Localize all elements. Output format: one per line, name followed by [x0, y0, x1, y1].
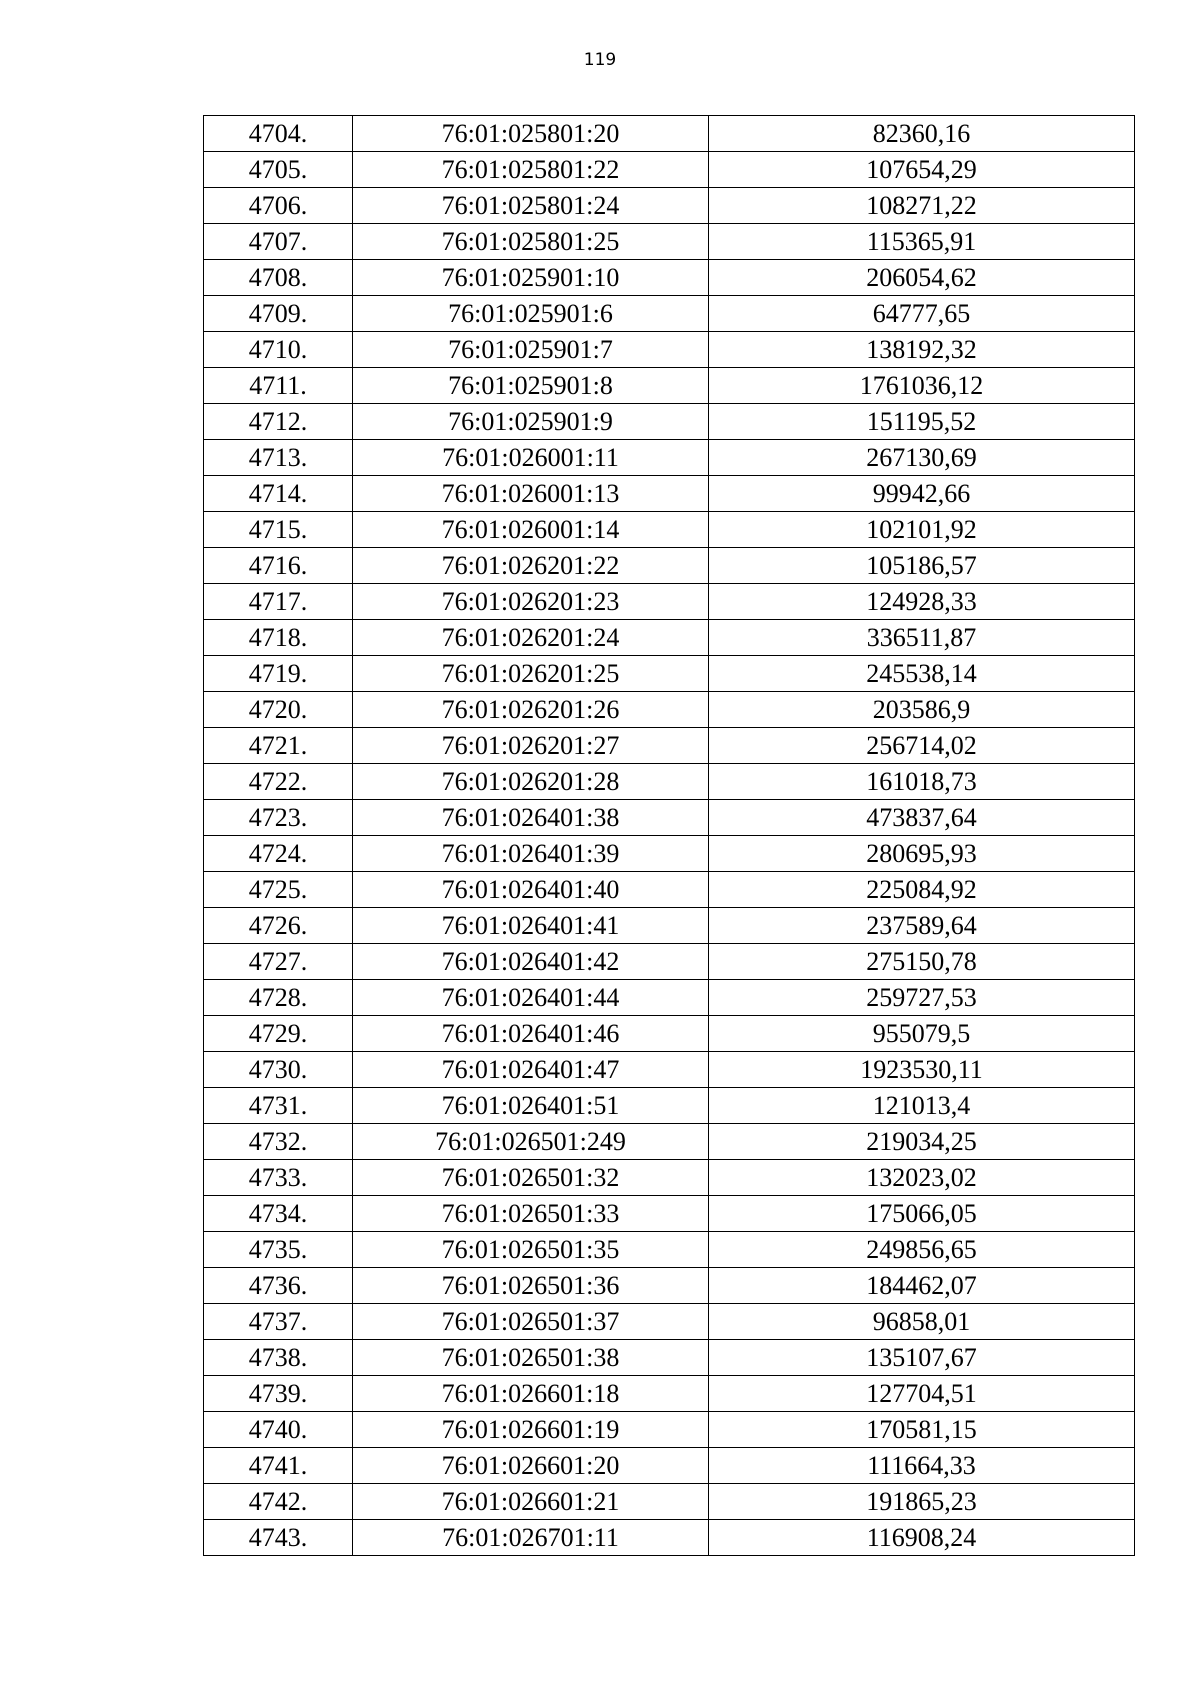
cadastral-number-cell: 76:01:026201:22 [353, 548, 709, 584]
table-row [204, 1232, 1135, 1268]
cadastral-number-cell: 76:01:026401:38 [353, 800, 709, 836]
row-number-cell: 4705. [204, 152, 353, 188]
row-number-cell: 4725. [204, 872, 353, 908]
row-number-cell: 4741. [204, 1448, 353, 1484]
table-row [204, 980, 1135, 1016]
row-number-cell: 4712. [204, 404, 353, 440]
table-row [204, 872, 1135, 908]
row-number-cell: 4707. [204, 224, 353, 260]
table-row [204, 1196, 1135, 1232]
row-number-cell: 4742. [204, 1484, 353, 1520]
value-cell: 249856,65 [709, 1232, 1135, 1268]
table-row [204, 944, 1135, 980]
table-row [204, 440, 1135, 476]
table-row [204, 620, 1135, 656]
cadastral-number-cell: 76:01:026401:44 [353, 980, 709, 1016]
cadastral-number-cell: 76:01:026401:41 [353, 908, 709, 944]
row-number-cell: 4727. [204, 944, 353, 980]
row-number-cell: 4721. [204, 728, 353, 764]
cadastral-number-cell: 76:01:026501:36 [353, 1268, 709, 1304]
row-number-cell: 4706. [204, 188, 353, 224]
cadastral-number-cell: 76:01:025901:10 [353, 260, 709, 296]
table-row [204, 1124, 1135, 1160]
value-cell: 256714,02 [709, 728, 1135, 764]
row-number-cell: 4736. [204, 1268, 353, 1304]
cadastral-number-cell: 76:01:025801:22 [353, 152, 709, 188]
value-cell: 151195,52 [709, 404, 1135, 440]
table-row [204, 656, 1135, 692]
cadastral-number-cell: 76:01:026401:40 [353, 872, 709, 908]
value-cell: 135107,67 [709, 1340, 1135, 1376]
value-cell: 245538,14 [709, 656, 1135, 692]
value-cell: 132023,02 [709, 1160, 1135, 1196]
value-cell: 267130,69 [709, 440, 1135, 476]
row-number-cell: 4711. [204, 368, 353, 404]
value-cell: 955079,5 [709, 1016, 1135, 1052]
table-row [204, 1016, 1135, 1052]
value-cell: 138192,32 [709, 332, 1135, 368]
value-cell: 237589,64 [709, 908, 1135, 944]
table-row [204, 1304, 1135, 1340]
value-cell: 124928,33 [709, 584, 1135, 620]
cadastral-number-cell: 76:01:026201:27 [353, 728, 709, 764]
table-row [204, 1376, 1135, 1412]
cadastral-number-cell: 76:01:026501:37 [353, 1304, 709, 1340]
row-number-cell: 4729. [204, 1016, 353, 1052]
table-row [204, 728, 1135, 764]
table-row [204, 548, 1135, 584]
row-number-cell: 4739. [204, 1376, 353, 1412]
value-cell: 336511,87 [709, 620, 1135, 656]
cadastral-number-cell: 76:01:026401:42 [353, 944, 709, 980]
cadastral-number-cell: 76:01:025901:9 [353, 404, 709, 440]
value-cell: 219034,25 [709, 1124, 1135, 1160]
value-cell: 107654,29 [709, 152, 1135, 188]
row-number-cell: 4743. [204, 1520, 353, 1556]
cadastral-number-cell: 76:01:026501:249 [353, 1124, 709, 1160]
value-cell: 473837,64 [709, 800, 1135, 836]
table-row [204, 764, 1135, 800]
table-row [204, 1052, 1135, 1088]
page-number: 119 [583, 50, 617, 70]
value-cell: 108271,22 [709, 188, 1135, 224]
row-number-cell: 4722. [204, 764, 353, 800]
table-row [204, 908, 1135, 944]
cadastral-number-cell: 76:01:026501:32 [353, 1160, 709, 1196]
row-number-cell: 4737. [204, 1304, 353, 1340]
table-row [204, 692, 1135, 728]
value-cell: 206054,62 [709, 260, 1135, 296]
row-number-cell: 4713. [204, 440, 353, 476]
value-cell: 275150,78 [709, 944, 1135, 980]
cadastral-number-cell: 76:01:026001:11 [353, 440, 709, 476]
value-cell: 82360,16 [709, 116, 1135, 152]
value-cell: 161018,73 [709, 764, 1135, 800]
row-number-cell: 4704. [204, 116, 353, 152]
cadastral-number-cell: 76:01:026201:26 [353, 692, 709, 728]
table-row [204, 836, 1135, 872]
cadastral-number-cell: 76:01:026501:33 [353, 1196, 709, 1232]
table-row [204, 152, 1135, 188]
value-cell: 116908,24 [709, 1520, 1135, 1556]
cadastral-number-cell: 76:01:026601:18 [353, 1376, 709, 1412]
value-cell: 96858,01 [709, 1304, 1135, 1340]
row-number-cell: 4738. [204, 1340, 353, 1376]
row-number-cell: 4708. [204, 260, 353, 296]
table-row [204, 1268, 1135, 1304]
table-row [204, 476, 1135, 512]
row-number-cell: 4717. [204, 584, 353, 620]
row-number-cell: 4709. [204, 296, 353, 332]
value-cell: 1761036,12 [709, 368, 1135, 404]
row-number-cell: 4732. [204, 1124, 353, 1160]
cadastral-number-cell: 76:01:026201:23 [353, 584, 709, 620]
cadastral-number-cell: 76:01:026601:20 [353, 1448, 709, 1484]
cadastral-number-cell: 76:01:026501:35 [353, 1232, 709, 1268]
cadastral-number-cell: 76:01:026401:39 [353, 836, 709, 872]
table-row [204, 1412, 1135, 1448]
table-row [204, 1088, 1135, 1124]
row-number-cell: 4735. [204, 1232, 353, 1268]
row-number-cell: 4726. [204, 908, 353, 944]
value-cell: 115365,91 [709, 224, 1135, 260]
cadastral-number-cell: 76:01:025901:6 [353, 296, 709, 332]
value-cell: 170581,15 [709, 1412, 1135, 1448]
table-row [204, 1448, 1135, 1484]
cadastral-number-cell: 76:01:026201:28 [353, 764, 709, 800]
row-number-cell: 4716. [204, 548, 353, 584]
value-cell: 102101,92 [709, 512, 1135, 548]
cadastral-number-cell: 76:01:026201:24 [353, 620, 709, 656]
table-row [204, 368, 1135, 404]
cadastral-number-cell: 76:01:025801:25 [353, 224, 709, 260]
row-number-cell: 4731. [204, 1088, 353, 1124]
cadastral-number-cell: 76:01:026401:51 [353, 1088, 709, 1124]
value-cell: 121013,4 [709, 1088, 1135, 1124]
row-number-cell: 4710. [204, 332, 353, 368]
cadastral-number-cell: 76:01:025901:8 [353, 368, 709, 404]
row-number-cell: 4714. [204, 476, 353, 512]
value-cell: 259727,53 [709, 980, 1135, 1016]
value-cell: 99942,66 [709, 476, 1135, 512]
table-row [204, 404, 1135, 440]
row-number-cell: 4723. [204, 800, 353, 836]
cadastral-number-cell: 76:01:026001:13 [353, 476, 709, 512]
row-number-cell: 4734. [204, 1196, 353, 1232]
row-number-cell: 4733. [204, 1160, 353, 1196]
table-row [204, 188, 1135, 224]
cadastral-number-cell: 76:01:025901:7 [353, 332, 709, 368]
table-row [204, 296, 1135, 332]
table-row [204, 260, 1135, 296]
cadastral-number-cell: 76:01:026601:19 [353, 1412, 709, 1448]
table-row [204, 512, 1135, 548]
table-row [204, 1520, 1135, 1556]
cadastral-number-cell: 76:01:026401:47 [353, 1052, 709, 1088]
value-cell: 191865,23 [709, 1484, 1135, 1520]
cadastral-number-cell: 76:01:026601:21 [353, 1484, 709, 1520]
value-cell: 175066,05 [709, 1196, 1135, 1232]
table-row [204, 116, 1135, 152]
table-row [204, 332, 1135, 368]
cadastral-number-cell: 76:01:026701:11 [353, 1520, 709, 1556]
value-cell: 280695,93 [709, 836, 1135, 872]
cadastral-number-cell: 76:01:025801:20 [353, 116, 709, 152]
cadastral-number-cell: 76:01:026201:25 [353, 656, 709, 692]
cadastral-number-cell: 76:01:025801:24 [353, 188, 709, 224]
value-cell: 184462,07 [709, 1268, 1135, 1304]
value-cell: 105186,57 [709, 548, 1135, 584]
value-cell: 1923530,11 [709, 1052, 1135, 1088]
cadastral-value-table [203, 115, 1135, 1556]
cadastral-number-cell: 76:01:026501:38 [353, 1340, 709, 1376]
table-row [204, 584, 1135, 620]
cadastral-number-cell: 76:01:026401:46 [353, 1016, 709, 1052]
row-number-cell: 4724. [204, 836, 353, 872]
table-row [204, 1160, 1135, 1196]
value-cell: 225084,92 [709, 872, 1135, 908]
cadastral-number-cell: 76:01:026001:14 [353, 512, 709, 548]
row-number-cell: 4718. [204, 620, 353, 656]
row-number-cell: 4730. [204, 1052, 353, 1088]
table-row [204, 1484, 1135, 1520]
row-number-cell: 4715. [204, 512, 353, 548]
table-row [204, 800, 1135, 836]
row-number-cell: 4720. [204, 692, 353, 728]
value-cell: 203586,9 [709, 692, 1135, 728]
value-cell: 64777,65 [709, 296, 1135, 332]
table-row [204, 224, 1135, 260]
value-cell: 111664,33 [709, 1448, 1135, 1484]
row-number-cell: 4740. [204, 1412, 353, 1448]
row-number-cell: 4728. [204, 980, 353, 1016]
row-number-cell: 4719. [204, 656, 353, 692]
value-cell: 127704,51 [709, 1376, 1135, 1412]
table-row [204, 1340, 1135, 1376]
table-body [204, 116, 1135, 1556]
